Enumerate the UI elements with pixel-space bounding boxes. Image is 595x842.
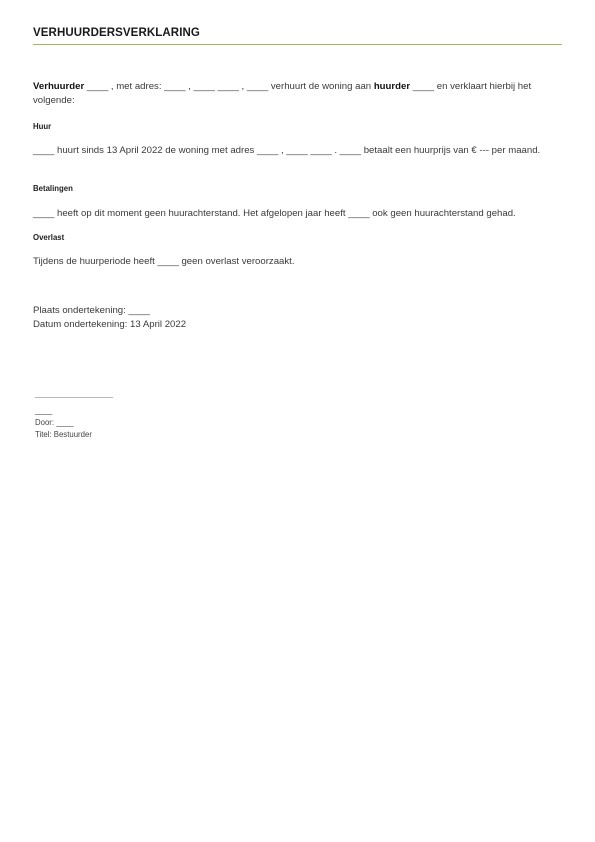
signature-name: ____ <box>35 406 53 415</box>
intro-text-2: ____ en verklaart hierbij het volgende: <box>33 81 532 106</box>
signature-by: Door: ____ <box>35 418 74 427</box>
section-text-overlast: Tijdens de huurperiode heeft ____ geen overlast veroorzaakt. <box>33 256 295 267</box>
signing-place: Plaats ondertekening: ____ <box>33 305 150 316</box>
section-heading-overlast: Overlast <box>33 233 65 242</box>
intro-text-1: ____ , met adres: ____ , ____ ____ , ____ verhuurt de woning aan <box>84 81 374 92</box>
signature-line <box>35 397 113 398</box>
title-divider <box>33 44 562 45</box>
section-text-betalingen: ____ heeft op dit moment geen huurachterstand. Het afgelopen jaar heeft ____ ook geen huurachterstand gehad. <box>33 208 516 219</box>
section-heading-betalingen: Betalingen <box>33 184 73 193</box>
document-title: VERHUURDERSVERKLARING <box>33 27 200 39</box>
verhuurder-label: Verhuurder <box>33 81 85 92</box>
signing-date: Datum ondertekening: 13 April 2022 <box>33 319 187 330</box>
intro-paragraph <box>33 80 563 108</box>
huurder-label: huurder <box>373 81 411 92</box>
section-heading-huur: Huur <box>33 122 52 131</box>
section-text-huur: ____ huurt sinds 13 April 2022 de woning met adres ____ , ____ ____ . ____ betaalt een huurprijs van € --- per maand. <box>33 145 541 156</box>
signature-role: Titel: Bestuurder <box>35 430 92 439</box>
